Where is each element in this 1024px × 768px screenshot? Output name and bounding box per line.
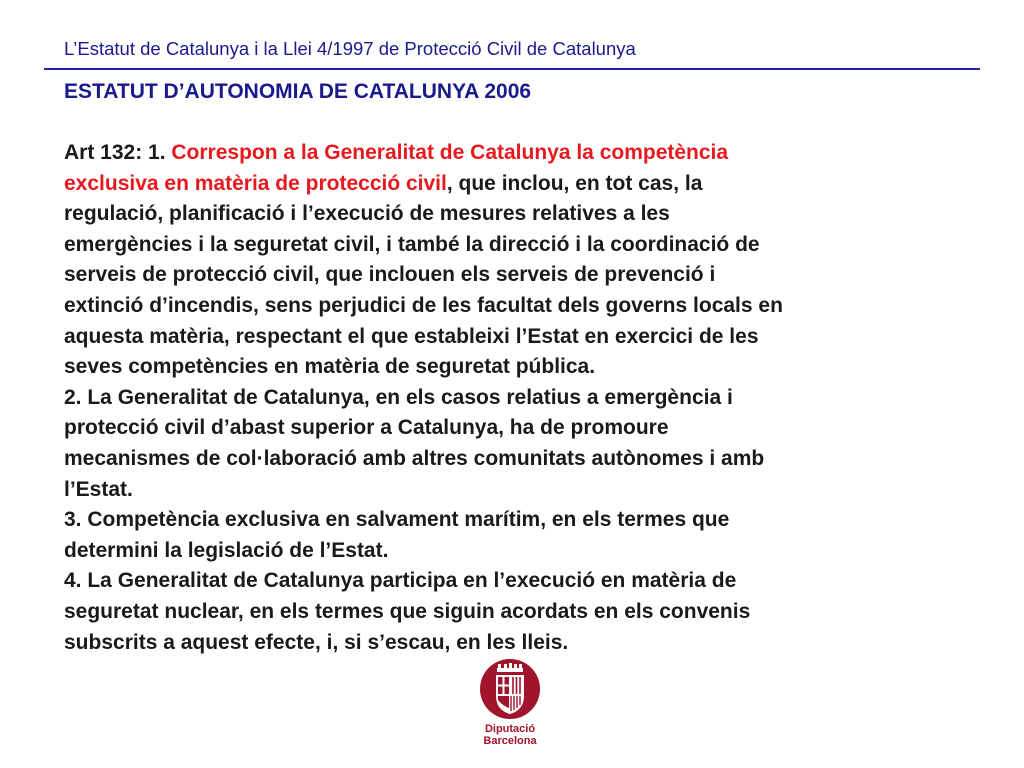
- article-line: serveis de protecció civil, que inclouen els serveis de prevenció i: [64, 263, 716, 287]
- article-line: l’Estat.: [64, 477, 133, 501]
- logo-line-2: Barcelona: [483, 735, 537, 747]
- diputacio-emblem-icon: [479, 658, 541, 720]
- article-prefix: Art 132: 1.: [64, 141, 172, 164]
- article-line: protecció civil d’abast superior a Catalunya, ha de promoure: [64, 416, 669, 440]
- header-divider: [44, 68, 980, 70]
- article-line: extinció d’incendis, sens perjudici de les facultat dels governs locals en: [64, 293, 783, 317]
- article-text-segment: , que inclou, en tot cas, la: [446, 171, 703, 195]
- header-title: L’Estatut de Catalunya i la Llei 4/1997 de Protecció Civil de Catalunya: [64, 38, 636, 59]
- article-line: 2. La Generalitat de Catalunya, en els casos relatius a emergència i: [64, 385, 733, 409]
- article-line: emergències i la seguretat civil, i també la direcció i la coordinació de: [64, 232, 760, 256]
- article-line: [64, 169, 964, 200]
- section-title: ESTATUT D’AUTONOMIA DE CATALUNYA 2006: [64, 80, 532, 103]
- logo-line-1: Diputació: [484, 723, 536, 735]
- highlighted-text: exclusiva en matèria de protecció civil: [64, 171, 447, 195]
- article-line: seves competències en matèria de seguretat pública.: [64, 355, 596, 379]
- article-line: aquesta matèria, respectant el que estableixi l’Estat en exercici de les: [64, 324, 759, 348]
- article-line: mecanismes de col·laboració amb altres comunitats autònomes i amb: [64, 446, 765, 470]
- article-line: regulació, planificació i l’execució de mesures relatives a les: [64, 202, 670, 226]
- article-line: 4. La Generalitat de Catalunya participa en l’execució en matèria de: [64, 569, 737, 593]
- article-text: [64, 138, 964, 658]
- article-line: 3. Competència exclusiva en salvament marítim, en els termes que: [64, 508, 730, 532]
- article-line: determini la legislació de l’Estat.: [64, 538, 389, 562]
- article-line: seguretat nuclear, en els termes que siguin acordats en els convenis: [64, 599, 751, 623]
- logo-text: [474, 723, 546, 747]
- highlighted-text: Correspon a la Generalitat de Catalunya la competència: [171, 141, 729, 164]
- article-line: [64, 138, 964, 169]
- article-line: subscrits a aquest efecte, i, si s’escau, en les lleis.: [64, 630, 569, 654]
- diputacio-barcelona-logo: [474, 658, 546, 748]
